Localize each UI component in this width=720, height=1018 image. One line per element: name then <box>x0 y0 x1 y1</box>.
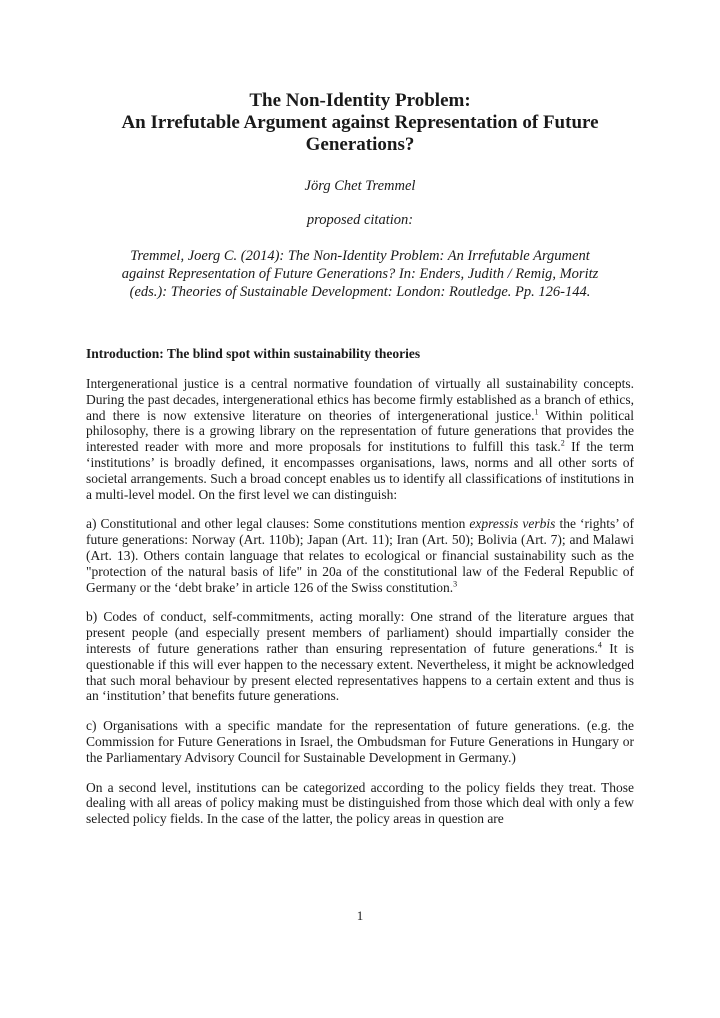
citation-label: proposed citation: <box>306 212 414 228</box>
section-heading: Introduction: The blind spot within sustainability theories <box>86 346 421 361</box>
paragraph <box>86 609 634 704</box>
paragraph-text: Intergenerational justice is a central normative foundation of virtually all sustainability concepts. During the past decades, intergenerational ethics has become firmly established as a branch of ethics, and there is now extensive literature on theories of intergenerational justice. <box>86 376 634 423</box>
citation-line: Tremmel, Joerg C. (2014): The Non-Identity Problem: An Irrefutable Argument <box>130 248 590 264</box>
citation-text <box>86 247 634 301</box>
paragraph-text: the ‘rights’ of future generations: Norway (Art. 110b); Japan (Art. 11); Iran (Art. 50); Bolivia (Art. 7); and Malawi (Art. 13). Others contain language that relates to ecological or financial sustainability such as the "protection of the natural basis of life" in 20a of the constitutional law of the Federal Republic of Germany or the ‘debt brake’ in article 126 of the Swiss constitution. <box>86 516 634 595</box>
footnote-marker: 3 <box>453 579 458 589</box>
paragraph <box>86 516 634 595</box>
paragraph-text: b) Codes of conduct, self-commitments, acting morally: One strand of the literature argues that present people (and especially present members of parliament) should impartially consider the interests of future generations rather than ensuring representation of future generations. <box>86 609 634 656</box>
title-line: Generations? <box>305 134 415 155</box>
footnote-marker: 1 <box>534 407 539 417</box>
citation-line: (eds.): Theories of Sustainable Development: London: Routledge. Pp. 126-144. <box>129 284 591 300</box>
citation-line: against Representation of Future Generations? In: Enders, Judith / Remig, Moritz <box>121 266 599 282</box>
paragraph-text: It is questionable if this will ever happen to the necessary extent. Nevertheless, it might be acknowledged that such moral behaviour by present elected representatives happens to a certain extent and thus is an ‘institution’ that benefits future generations. <box>86 640 634 704</box>
paragraph <box>86 376 634 502</box>
paper-title <box>86 90 634 156</box>
footnote-marker: 2 <box>560 438 565 448</box>
paragraph-text: If the term ‘institutions’ is broadly defined, it encompasses organisations, laws, norms and all other sorts of societal arrangements. Such a broad concept enables us to identify all classifications of institutions in a multi-level model. On the first level we can distinguish: <box>86 439 634 502</box>
title-line: The Non-Identity Problem: <box>249 90 471 111</box>
paragraph: On a second level, institutions can be categorized according to the policy fields they treat. Those dealing with all areas of policy making must be distinguished from those which deal with only a few selected policy fields. In the case of the latter, the policy areas in question are <box>86 779 634 827</box>
author-name: Jörg Chet Tremmel <box>304 178 416 194</box>
title-line: An Irrefutable Argument against Representation of Future <box>121 112 599 133</box>
paragraph: c) Organisations with a specific mandate for the representation of future generations. (e.g. the Commission for Future Generations in Israel, the Ombudsman for Future Generations in Hungary or the Parliamentary Advisory Council for Sustainable Development in Germany.) <box>86 718 634 765</box>
paragraph-text: a) Constitutional and other legal clauses: Some constitutions mention <box>86 516 470 532</box>
footnote-marker: 4 <box>597 640 602 650</box>
paragraph-text: Within political philosophy, there is a growing library on the representation of future generations that provides the interested reader with more and more proposals for institutions to fulfill this task. <box>86 407 634 455</box>
page-number: 1 <box>356 908 364 923</box>
emphasis-text: expressis verbis <box>469 516 556 532</box>
